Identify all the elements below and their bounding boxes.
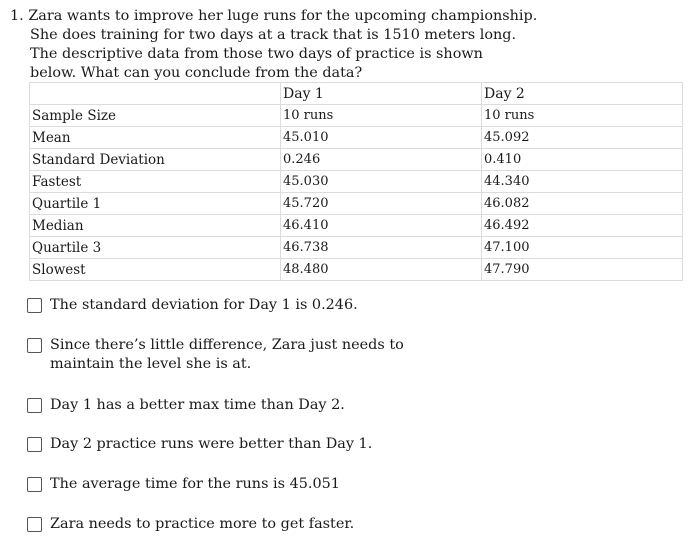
day1-value: 48.480 [281,259,482,281]
question-line-4: below. What can you conclude from the data? [30,65,363,81]
question-number: 1. [10,8,24,24]
day1-value: 10 runs [281,105,482,127]
row-label: Standard Deviation [30,149,281,171]
checkbox-icon[interactable] [27,398,42,413]
table-header-cell: Day 1 [281,83,482,105]
row-label: Slowest [30,259,281,281]
day2-value: 47.790 [482,259,683,281]
row-label: Sample Size [30,105,281,127]
row-label: Quartile 1 [30,193,281,215]
table-row [30,105,683,127]
choice-label: The standard deviation for Day 1 is 0.246. [50,297,358,313]
table-header-row [30,83,683,105]
checkbox-icon[interactable] [27,477,42,492]
day2-value: 10 runs [482,105,683,127]
question-line-3: The descriptive data from those two days of practice is shown [30,46,483,62]
day2-value: 45.092 [482,127,683,149]
question-text [10,7,610,83]
checkbox-icon[interactable] [27,517,42,532]
table-row [30,193,683,215]
day2-value: 46.492 [482,215,683,237]
row-label: Median [30,215,281,237]
day1-value: 45.720 [281,193,482,215]
day2-value: 0.410 [482,149,683,171]
day1-value: 45.030 [281,171,482,193]
table-row [30,127,683,149]
choice-label: Day 1 has a better max time than Day 2. [50,397,345,413]
choice-label: Day 2 practice runs were better than Day 1. [50,436,373,452]
day1-value: 46.410 [281,215,482,237]
table-row [30,171,683,193]
stats-table [29,82,683,281]
question-line-1: 1. Zara wants to improve her luge runs for the upcoming championship. [10,8,538,24]
row-label: Quartile 3 [30,237,281,259]
day2-value: 44.340 [482,171,683,193]
table-row [30,149,683,171]
choice-label: Since there’s little difference, Zara just needs to maintain the level she is at. [50,337,404,372]
checkbox-icon[interactable] [27,338,42,353]
checkbox-icon[interactable] [27,298,42,313]
day2-value: 47.100 [482,237,683,259]
choice-label: Zara needs to practice more to get faster. [50,516,355,532]
row-label: Fastest [30,171,281,193]
table-row [30,237,683,259]
table-row [30,215,683,237]
table-header-cell: Day 2 [482,83,683,105]
table-row [30,259,683,281]
day2-value: 46.082 [482,193,683,215]
question-line-2: She does training for two days at a track that is 1510 meters long. [30,27,517,43]
day1-value: 0.246 [281,149,482,171]
choice-label: The average time for the runs is 45.051 [50,476,340,492]
day1-value: 45.010 [281,127,482,149]
row-label: Mean [30,127,281,149]
day1-value: 46.738 [281,237,482,259]
table-header-cell [30,83,281,105]
checkbox-icon[interactable] [27,437,42,452]
